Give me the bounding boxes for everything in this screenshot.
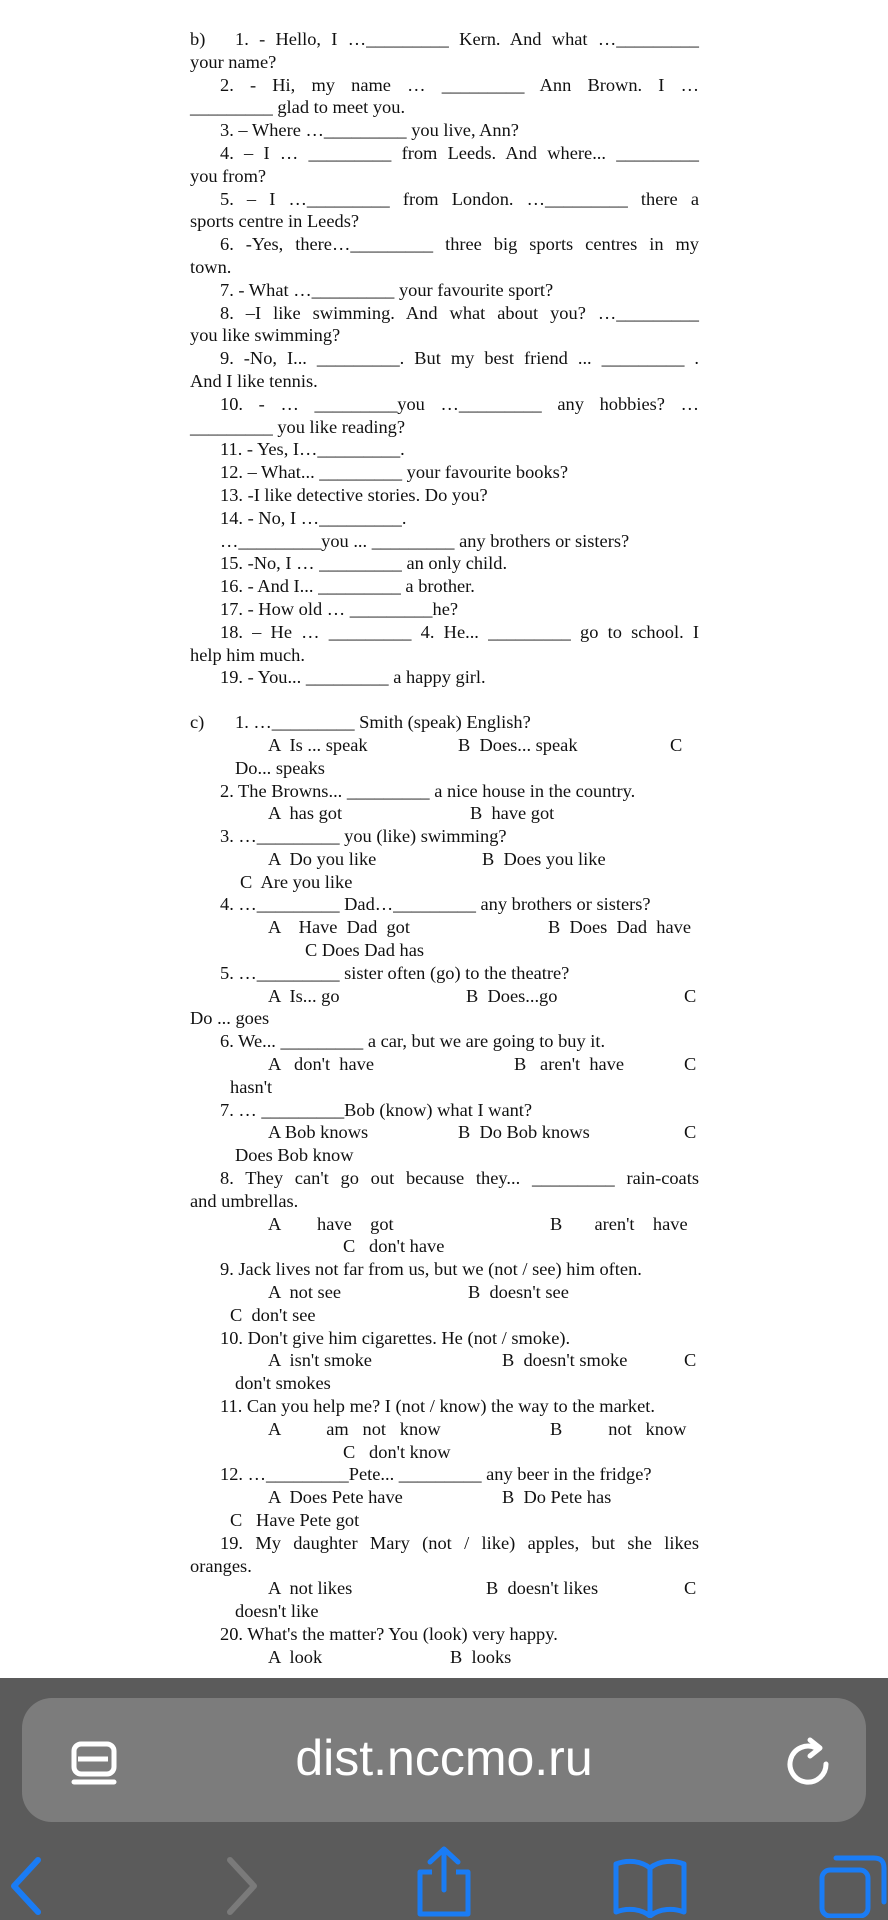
answer-option: A Is ... speak bbox=[268, 734, 368, 755]
answer-option: B aren't have bbox=[550, 1213, 688, 1234]
answer-option: B Does... speak bbox=[458, 734, 578, 755]
b-line: _________ you like reading? bbox=[190, 416, 406, 437]
b-line: 7. - What …_________ your favourite sport? bbox=[220, 279, 554, 300]
answer-option: B doesn't smoke bbox=[502, 1350, 628, 1371]
answer-option: B doesn't see bbox=[468, 1282, 569, 1303]
address-bar[interactable] bbox=[22, 1698, 866, 1822]
b-line: 14. - No, I …_________. bbox=[220, 507, 407, 528]
c-question: 8. They can't go out because they... _________ rain-coats bbox=[220, 1168, 699, 1189]
answer-option: A not see bbox=[268, 1282, 342, 1303]
answer-options bbox=[190, 916, 699, 939]
answer-option: A has got bbox=[268, 803, 343, 824]
answer-option: B have got bbox=[470, 803, 555, 824]
answer-option: A Do you like bbox=[268, 848, 377, 869]
b-line: town. bbox=[190, 256, 232, 277]
c-question: 4. …_________ Dad…_________ any brothers or sisters? bbox=[220, 894, 651, 915]
b-line: 16. - And I... _________ a brother. bbox=[220, 576, 475, 597]
answer-option: C bbox=[684, 1578, 697, 1599]
answer-options bbox=[190, 1486, 699, 1509]
c-question: 11. Can you help me? I (not / know) the way to the market. bbox=[220, 1396, 655, 1417]
answer-option: B doesn't likes bbox=[486, 1578, 599, 1599]
c-question: 7. … _________Bob (know) what I want? bbox=[220, 1099, 533, 1120]
answer-options bbox=[190, 985, 699, 1008]
answer-option: B Does Dad have bbox=[548, 917, 692, 938]
answer-option: A don't have bbox=[268, 1054, 374, 1075]
url-text[interactable]: dist.nccmo.ru bbox=[295, 1730, 593, 1786]
answer-option: hasn't bbox=[230, 1076, 273, 1097]
b-line: …_________you ... _________ any brothers or sisters? bbox=[220, 530, 630, 551]
answer-option: B looks bbox=[450, 1646, 512, 1667]
b-line: 18. – He … _________ 4. He... _________ go to school. I bbox=[220, 621, 699, 642]
tabs-icon[interactable] bbox=[818, 1854, 888, 1918]
answer-option: A isn't smoke bbox=[268, 1350, 372, 1371]
answer-option: C don't know bbox=[343, 1441, 451, 1462]
answer-options bbox=[190, 1349, 699, 1372]
forward-icon[interactable] bbox=[218, 1854, 268, 1918]
section-c-lines bbox=[190, 734, 699, 1669]
answer-option: C Does Dad has bbox=[305, 940, 425, 961]
answer-option: doesn't like bbox=[235, 1601, 319, 1622]
answer-option: A look bbox=[268, 1646, 323, 1667]
section-c-label: c) bbox=[190, 712, 205, 733]
answer-option: B Do Pete has bbox=[502, 1487, 612, 1508]
answer-option: Do... speaks bbox=[235, 757, 325, 778]
c-question: and umbrellas. bbox=[190, 1190, 299, 1211]
answer-options bbox=[190, 1646, 699, 1669]
b-line: help him much. bbox=[190, 644, 305, 665]
answer-option: C Have Pete got bbox=[230, 1510, 360, 1530]
exercise-document bbox=[190, 28, 699, 1669]
answer-options bbox=[190, 802, 699, 825]
answer-option: B Does you like bbox=[482, 848, 606, 869]
answer-options bbox=[190, 1213, 699, 1236]
section-b-label: b) bbox=[190, 29, 206, 49]
b-line: 3. – Where …_________ you live, Ann? bbox=[220, 120, 519, 141]
b-line: you from? bbox=[190, 165, 267, 186]
c-question: 20. What's the matter? You (look) very happy. bbox=[220, 1623, 558, 1644]
b-line: 5. – I …_________ from London. …_________ there a bbox=[220, 188, 699, 209]
c-question: 12. …_________Pete... _________ any beer in the fridge? bbox=[220, 1464, 652, 1485]
answer-option: B aren't have bbox=[514, 1054, 625, 1075]
reload-icon[interactable] bbox=[780, 1734, 840, 1794]
answer-options bbox=[190, 734, 699, 757]
b-line: 13. -I like detective stories. Do you? bbox=[220, 484, 488, 505]
c-question-1: 1. …_________ Smith (speak) English? bbox=[235, 712, 531, 733]
b-question-1: 1. - Hello, I …_________ Kern. And what …_________ bbox=[235, 29, 699, 49]
answer-options bbox=[190, 1281, 699, 1304]
section-b-first-line bbox=[190, 28, 699, 51]
answer-option: C bbox=[670, 734, 683, 755]
b-line: sports centre in Leeds? bbox=[190, 211, 360, 232]
b-line: 17. - How old … _________he? bbox=[220, 598, 459, 619]
c-question: 19. My daughter Mary (not / like) apples, but she likes bbox=[220, 1532, 699, 1553]
answer-option: C Are you like bbox=[240, 871, 353, 892]
safari-bottom-toolbar bbox=[0, 1678, 888, 1920]
b-line: 8. –I like swimming. And what about you? …_________ bbox=[220, 302, 699, 323]
c-question: 10. Don't give him cigarettes. He (not / smoke). bbox=[220, 1327, 571, 1348]
answer-options bbox=[190, 848, 699, 871]
b-line: 11. - Yes, I…_________. bbox=[220, 439, 405, 460]
b-line: 12. – What... _________ your favourite books? bbox=[220, 462, 569, 483]
c-question: oranges. bbox=[190, 1555, 252, 1576]
answer-options bbox=[190, 1053, 699, 1076]
answer-option: C don't have bbox=[343, 1236, 445, 1257]
answer-option: C bbox=[684, 1054, 697, 1075]
answer-option: C don't see bbox=[230, 1304, 316, 1325]
c-question: 3. …_________ you (like) swimming? bbox=[220, 826, 507, 847]
answer-options bbox=[190, 1121, 699, 1144]
answer-option: C bbox=[684, 1350, 697, 1371]
answer-option: A Have Dad got bbox=[268, 917, 410, 938]
b-line: 4. – I … _________ from Leeds. And where... _________ bbox=[220, 142, 699, 163]
answer-options bbox=[190, 1418, 699, 1441]
b-line: 6. -Yes, there…_________ three big sports centres in my bbox=[220, 234, 699, 255]
answer-option: A not likes bbox=[268, 1578, 353, 1599]
answer-option: A have got bbox=[268, 1213, 394, 1234]
c-question: 2. The Browns... _________ a nice house in the country. bbox=[220, 780, 636, 801]
section-b-lines bbox=[190, 51, 699, 689]
b-line: your name? bbox=[190, 51, 277, 72]
b-line: 2. - Hi, my name … _________ Ann Brown. I … bbox=[220, 74, 699, 95]
answer-option: B Does...go bbox=[466, 985, 558, 1006]
answer-option: A Bob knows bbox=[268, 1122, 369, 1143]
answer-option: Do ... goes bbox=[190, 1008, 270, 1029]
b-line: _________ glad to meet you. bbox=[190, 97, 406, 118]
answer-option: don't smokes bbox=[235, 1373, 331, 1394]
share-icon[interactable] bbox=[412, 1846, 476, 1918]
answer-option: C bbox=[684, 985, 697, 1006]
b-line: 9. -No, I... _________. But my best friend ... _________ . bbox=[220, 348, 699, 369]
b-line: And I like tennis. bbox=[190, 370, 318, 391]
b-line: 19. - You... _________ a happy girl. bbox=[220, 667, 486, 688]
b-line: you like swimming? bbox=[190, 325, 341, 346]
c-question: 6. We... _________ a car, but we are going to buy it. bbox=[220, 1031, 606, 1052]
back-icon[interactable] bbox=[4, 1854, 54, 1918]
answer-option: B not know bbox=[550, 1418, 687, 1439]
answer-option: C bbox=[684, 1122, 697, 1143]
c-question: 5. …_________ sister often (go) to the theatre? bbox=[220, 962, 570, 983]
answer-option: Does Bob know bbox=[235, 1145, 354, 1166]
b-line: 15. -No, I … _________ an only child. bbox=[220, 553, 508, 574]
c-question: 9. Jack lives not far from us, but we (not / see) him often. bbox=[220, 1259, 642, 1280]
b-line: 10. - … _________you …_________ any hobbies? … bbox=[220, 393, 699, 414]
answer-option: A am not know bbox=[268, 1418, 441, 1439]
answer-options bbox=[190, 1577, 699, 1600]
section-c-first-line bbox=[190, 711, 699, 734]
bookmarks-icon[interactable] bbox=[612, 1854, 688, 1918]
answer-option: A Does Pete have bbox=[268, 1487, 403, 1508]
answer-option: A Is... go bbox=[268, 985, 340, 1006]
answer-option: B Do Bob knows bbox=[458, 1122, 590, 1143]
